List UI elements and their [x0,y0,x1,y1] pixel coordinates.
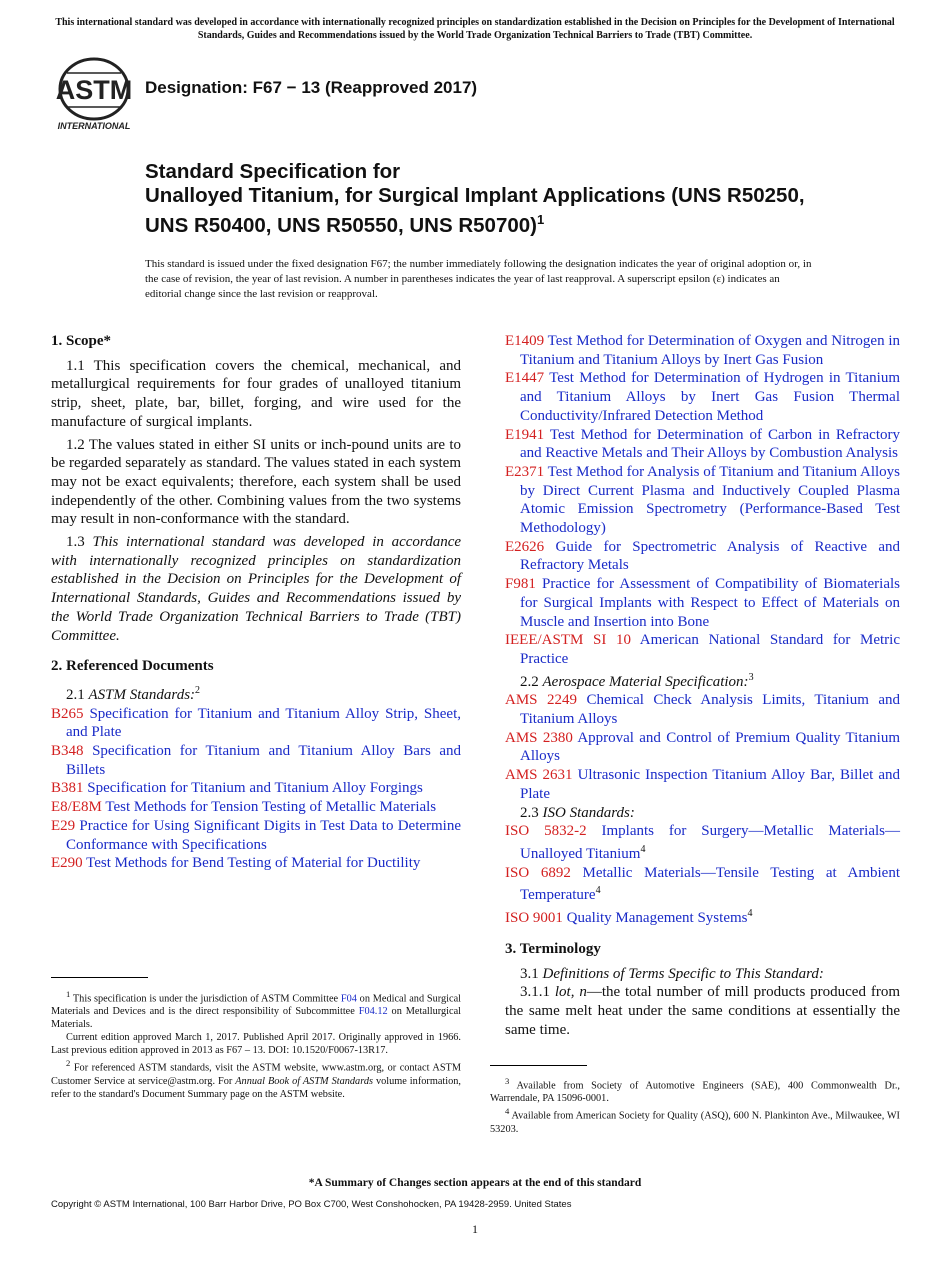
reference-entry [505,691,900,728]
reference-code-link[interactable]: E2626 [505,538,545,555]
terminology-3-1-1: 3.1.1 lot, n—the total number of mill products produced from the same melt heat under the same conditions at essentially the same time. [505,984,900,1038]
reference-code-link[interactable]: AMS 2631 [505,767,573,784]
scope-heading: 1. Scope* [51,333,111,349]
reference-title-link[interactable]: Test Method for Determination of Oxygen and Nitrogen in Titanium and Titanium Alloys by Inert Gas Fusion [520,333,900,368]
reference-title-link[interactable]: Test Method for Analysis of Titanium and Titanium Alloys by Direct Current Plasma and Inductively Coupled Plasma Atomic Emission Spectrometry (Performance-Based Test Methodology) [520,463,900,537]
scope-1-1: 1.1 This specification covers the chemical, mechanical, and metallurgical requirements for four grades of unalloyed titanium strip, sheet, plate, bar, billet, forging, and wire used for the manufacture of surgical implants. [51,357,461,430]
footnote-2: $^2$ For referenced ASTM standards, visit the ASTM website, www.astm.org, or contact ASTM Customer Service at service@astm.org. For Annual Book of ASTM Standards volume information, refer to the standard's Document Summary page on the ASTM website. [51,1058,461,1100]
reference-entry [505,864,900,905]
reference-code-link[interactable]: E290 [51,855,83,872]
reference-entry [505,332,900,369]
reference-footnote-marker: 4 [640,843,646,855]
link-f04-12[interactable]: F04.12 [358,1006,388,1018]
right-column [490,332,901,1135]
reference-entry [505,369,900,425]
ams-label: 2.2 Aerospace Material Specification:$^3$ [520,671,754,690]
reference-entry [505,729,900,766]
standard-title [145,160,845,238]
reference-title-link[interactable]: Test Method for Determination of Carbon in Refractory and Reactive Metals and Their Alloys by Combustion Analysis [520,426,900,462]
reference-code-link[interactable]: B348 [51,743,84,760]
designation: Designation: F67 − 13 (Reapproved 2017) [145,78,478,97]
reference-title-link[interactable]: Specification for Titanium and Titanium Alloy Forgings [87,780,423,797]
reference-code-link[interactable]: E1941 [505,426,545,443]
reference-code-link[interactable]: E1409 [505,333,545,349]
reference-code-link[interactable]: ISO 9001 [505,910,563,927]
footnotes-right [490,1075,900,1136]
reference-title-link[interactable]: Practice for Using Significant Digits in Test Data to Determine Conformance with Specifications [66,817,462,853]
reference-title-link[interactable]: Guide for Spectrometric Analysis of Reactive and Refractory Metals [520,538,901,574]
reference-title-link[interactable]: Specification for Titanium and Titanium Alloy Bars and Billets [66,743,461,778]
footnote-3: $^3$ Available from Society of Automotive Engineers (SAE), 400 Commonwealth Dr., Warrendale, PA 15096-0001. [490,1076,900,1105]
reference-code-link[interactable]: AMS 2249 [505,692,577,709]
reference-code-link[interactable]: E29 [51,817,76,834]
reference-title-link[interactable]: Ultrasonic Inspection Titanium Alloy Bar, Billet and Plate [520,767,901,802]
iso-label: 2.3 ISO Standards: [520,804,635,821]
title-line2: Unalloyed Titanium, for Surgical Implant Applications (UNS R50250, UNS R50400, UNS R50550, UNS R50700)$^1$ [145,184,805,237]
astm-logo [53,55,135,135]
reference-title-link[interactable]: Practice for Assessment of Compatibility of Biomaterials for Surgical Implants with Respect to Effect of Materials on Muscle and Insertion into Bone [520,576,900,630]
reference-footnote-marker: 4 [595,885,601,897]
issuance-note: This standard is issued under the fixed designation F67; the number immediately following the designation indicates the year of original adoption or, in the case of revision, the year of last revision. A number in parentheses indicates the year of last reapproval. A superscript epsilon (ε) indicates an editorial change since the last revision or reapproval. [145,258,812,300]
reference-code-link[interactable]: B265 [51,705,84,722]
reference-entry [505,631,900,668]
reference-title-link[interactable]: Test Methods for Tension Testing of Metallic Materials [105,799,437,816]
reference-entry [505,822,900,863]
page-number: 1 [472,1222,478,1236]
reference-title-link[interactable]: Test Methods for Bend Testing of Material for Ductility [86,855,421,872]
tbt-notice: This international standard was developed in accordance with internationally recognized principles on standardization established in the Decision on Principles for the Development of International Standards, Guides and Recommendations issued by the World Trade Organization Technical Barriers to Trade (TBT) Committee. [55,17,895,41]
reference-code-link[interactable]: B381 [51,780,84,797]
footnote-1: $^1$ This specification is under the jurisdiction of ASTM Committee F04 on Medical and Surgical Materials and Devices and is the direct responsibility of Subcommittee F04.12 on Metallurgical Materials. [51,989,462,1031]
reference-title-link[interactable]: Chemical Check Analysis Limits, Titanium and Titanium Alloys [520,692,901,728]
copyright: Copyright © ASTM International, 100 Barr Harbor Drive, PO Box C700, West Conshohocken, PA 19428-2959. United States [51,1199,572,1210]
reference-title-link[interactable]: Test Method for Determination of Hydrogen in Titanium and Titanium Alloys by Inert Gas Fusion Thermal Conductivity/Infrared Detection Method [520,370,900,424]
reference-code-link[interactable]: E1447 [505,370,545,387]
reference-entry [51,742,461,779]
reference-entry [51,779,461,798]
reference-code-link[interactable]: AMS 2380 [505,729,573,746]
reference-entry [51,817,461,854]
terminology-heading: 3. Terminology [505,940,601,957]
footnote-edition: Current edition approved March 1, 2017. Published April 2017. Originally approved in 1966. Last previous edition approved in 2013 as F67 – 13. DOI: 10.1520/F0067-13R17. [51,1032,461,1057]
reference-title-link[interactable]: American National Standard for Metric Practice [520,632,900,667]
reference-title-link[interactable]: Quality Management Systems [566,910,748,927]
scope-1-3: 1.3 This international standard was developed in accordance with internationally recognized principles on standardization established in the Decision on Principles for the Development of International Standards, Guides and Recommendations issued by the World Trade Organization Technical Barriers to Trade (TBT) Committee. [51,534,462,644]
astm-standards-label: 2.1 ASTM Standards:$^2$ [66,684,201,703]
svg-text:INTERNATIONAL: INTERNATIONAL [57,121,131,131]
svg-text:ASTM: ASTM [55,75,133,105]
reference-entry [51,705,461,742]
footnote-rule-right [490,1065,587,1066]
reference-entry [51,854,461,873]
footnotes-left [51,988,461,1101]
footnote-rule-left [51,977,148,978]
reference-title-link[interactable]: Approval and Control of Premium Quality Titanium Alloys [520,729,900,765]
reference-code-link[interactable]: ISO 6892 [505,864,571,881]
reference-title-link[interactable]: Metallic Materials—Tensile Testing at Ambient Temperature [520,864,900,904]
refdocs-heading: 2. Referenced Documents [51,658,214,675]
reference-entry [505,426,900,463]
reference-title-link[interactable]: Specification for Titanium and Titanium Alloy Strip, Sheet, and Plate [66,705,461,741]
reference-entry [51,798,461,817]
reference-code-link[interactable]: ISO 5832-2 [505,823,587,840]
reference-entry [505,905,900,928]
terminology-3-1: 3.1 Definitions of Terms Specific to This Standard: [520,965,824,982]
reference-title-link[interactable]: Implants for Surgery—Metallic Materials—Unalloyed Titanium [520,823,901,862]
left-column [51,332,462,1100]
link-f04[interactable]: F04 [340,993,357,1005]
scope-1-2: 1.2 The values stated in either SI units or inch-pound units are to be regarded separately as standard. The values stated in each system may not be exact equivalents; therefore, each system shall be used independently of the other. Combining values from the two systems may result in non-conformance with the standard. [51,436,461,528]
reference-code-link[interactable]: IEEE/ASTM SI 10 [505,632,631,649]
reference-entry [505,538,900,575]
reference-entry [505,463,900,538]
reference-code-link[interactable]: E8/E8M [51,799,102,816]
reference-code-link[interactable]: E2371 [505,463,545,480]
title-line1: Standard Specification for [145,160,401,183]
summary-of-changes-note: *A Summary of Changes section appears at the end of this standard [308,1177,642,1189]
reference-entry [505,766,900,803]
reference-code-link[interactable]: F981 [505,576,536,593]
footnote-4: $^4$ Available from American Society for Quality (ASQ), 600 N. Plankinton Ave., Milwaukee, WI 53203. [490,1106,900,1135]
reference-entry [505,575,900,631]
reference-footnote-marker: 4 [747,908,753,920]
